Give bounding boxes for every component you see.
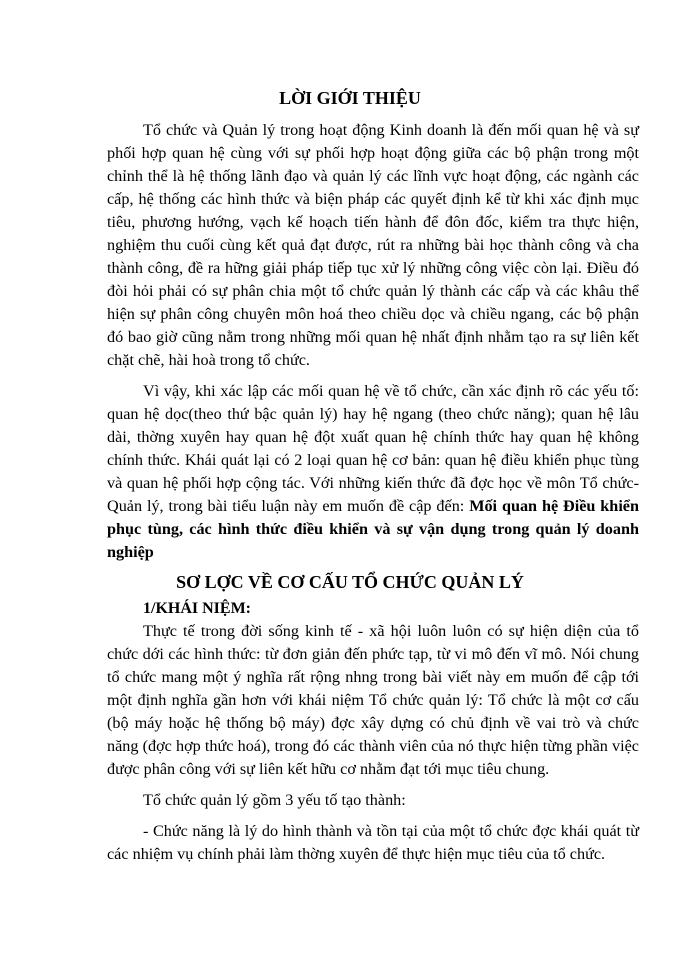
section-title: SƠ LỢC VỀ CƠ CẤU TỔ CHỨC QUẢN LÝ xyxy=(176,572,524,592)
concept-paragraph-3: - Chức năng là lý do hình thành và tồn tại của một tổ chức đợc khái quát từ các nhiệm vụ chính phải làm thờng xuyên để thực hiện mục tiêu của tổ chức. xyxy=(107,822,639,863)
intro-paragraph-2-text: Vì vậy, khi xác lập các mối quan hệ về tổ chức, cần xác định rõ các yếu tố: quan hệ dọc(theo thứ bậc quản lý) hay hệ ngang (theo chức năng); quan hệ lâu dài, thờng xuyên hay quan hệ đột xuất quan hệ chính thức hay quan hệ không chính thức. Khái quát lại có 2 loại quan hệ cơ bản: quan hệ điều khiển phục tùng và quan hệ phối hợp cộng tác. Với những kiến thức đã đợc học về môn Tổ chức- Quản lý, trong bài tiểu luận này em muốn đề cập đến: xyxy=(107,382,639,515)
document-title: LỜI GIỚI THIỆU xyxy=(279,88,421,108)
concept-section xyxy=(107,620,639,874)
intro-paragraph-2-bold: Mối quan hệ Điều khiển phục tùng, các hình thức điều khiển và sự vận dụng trong quản lý doanh nghiệp xyxy=(107,497,639,561)
concept-paragraph-1: Thực tế trong đời sống kinh tế - xã hội luôn luôn có sự hiện diện của tổ chức dới các hình thức: từ đơn giản đến phức tạp, từ vi mô đến vĩ mô. Nói chung tổ chức mang một ý nghĩa rất rộng nhng trong bài viết này em muốn để cập tới một định nghĩa gần hơn với khái niệm Tổ chức quản lý: Tổ chức là một cơ cấu (bộ máy hoặc hệ thống bộ máy) đợc xây dựng có chủ định về vai trò và chức năng (đợc hợp thức hoá), trong đó các thành viên của nó thực hiện từng phần việc được phân công với sự liên kết hữu cơ nhằm đạt tới mục tiêu chung. xyxy=(107,622,639,778)
intro-section xyxy=(107,119,639,572)
intro-paragraph-2 xyxy=(107,380,639,564)
subheading: 1/KHÁI NIỆM: xyxy=(143,600,251,617)
concept-paragraph-2: Tổ chức quản lý gồm 3 yếu tố tạo thành: xyxy=(143,791,406,809)
intro-paragraph-1: Tổ chức và Quản lý trong hoạt động Kinh doanh là đến mối quan hệ và sự phối hợp quan hệ cùng với sự phối hợp hoạt động giữa các bộ phận trong một chỉnh thể là hệ thống lãnh đạo và quản lý các lĩnh vực hoạt động, các ngành các cấp, hệ thống các hình thức và biện pháp các quyết định kể từ khi xác định mục tiêu, phương hướng, vạch kế hoạch tiến hành để đôn đốc, kiểm tra thực hiện, nghiệm thu cuối cùng kết quả đạt được, rút ra những bài học thành công và cha thành công, đề ra hững giải pháp tiếp tục xử lý những công việc còn lại. Điều đó đòi hỏi phải có sự phân chia một tổ chức quản lý thành các cấp và các khâu thể hiện sự phân công chuyên môn hoá theo chiều dọc và chiều ngang, các bộ phận đó bao giờ cũng nằm trong những mối quan hệ nhất định nhằm tạo ra sự liên kết chặt chẽ, hài hoà trong tổ chức. xyxy=(107,121,639,369)
